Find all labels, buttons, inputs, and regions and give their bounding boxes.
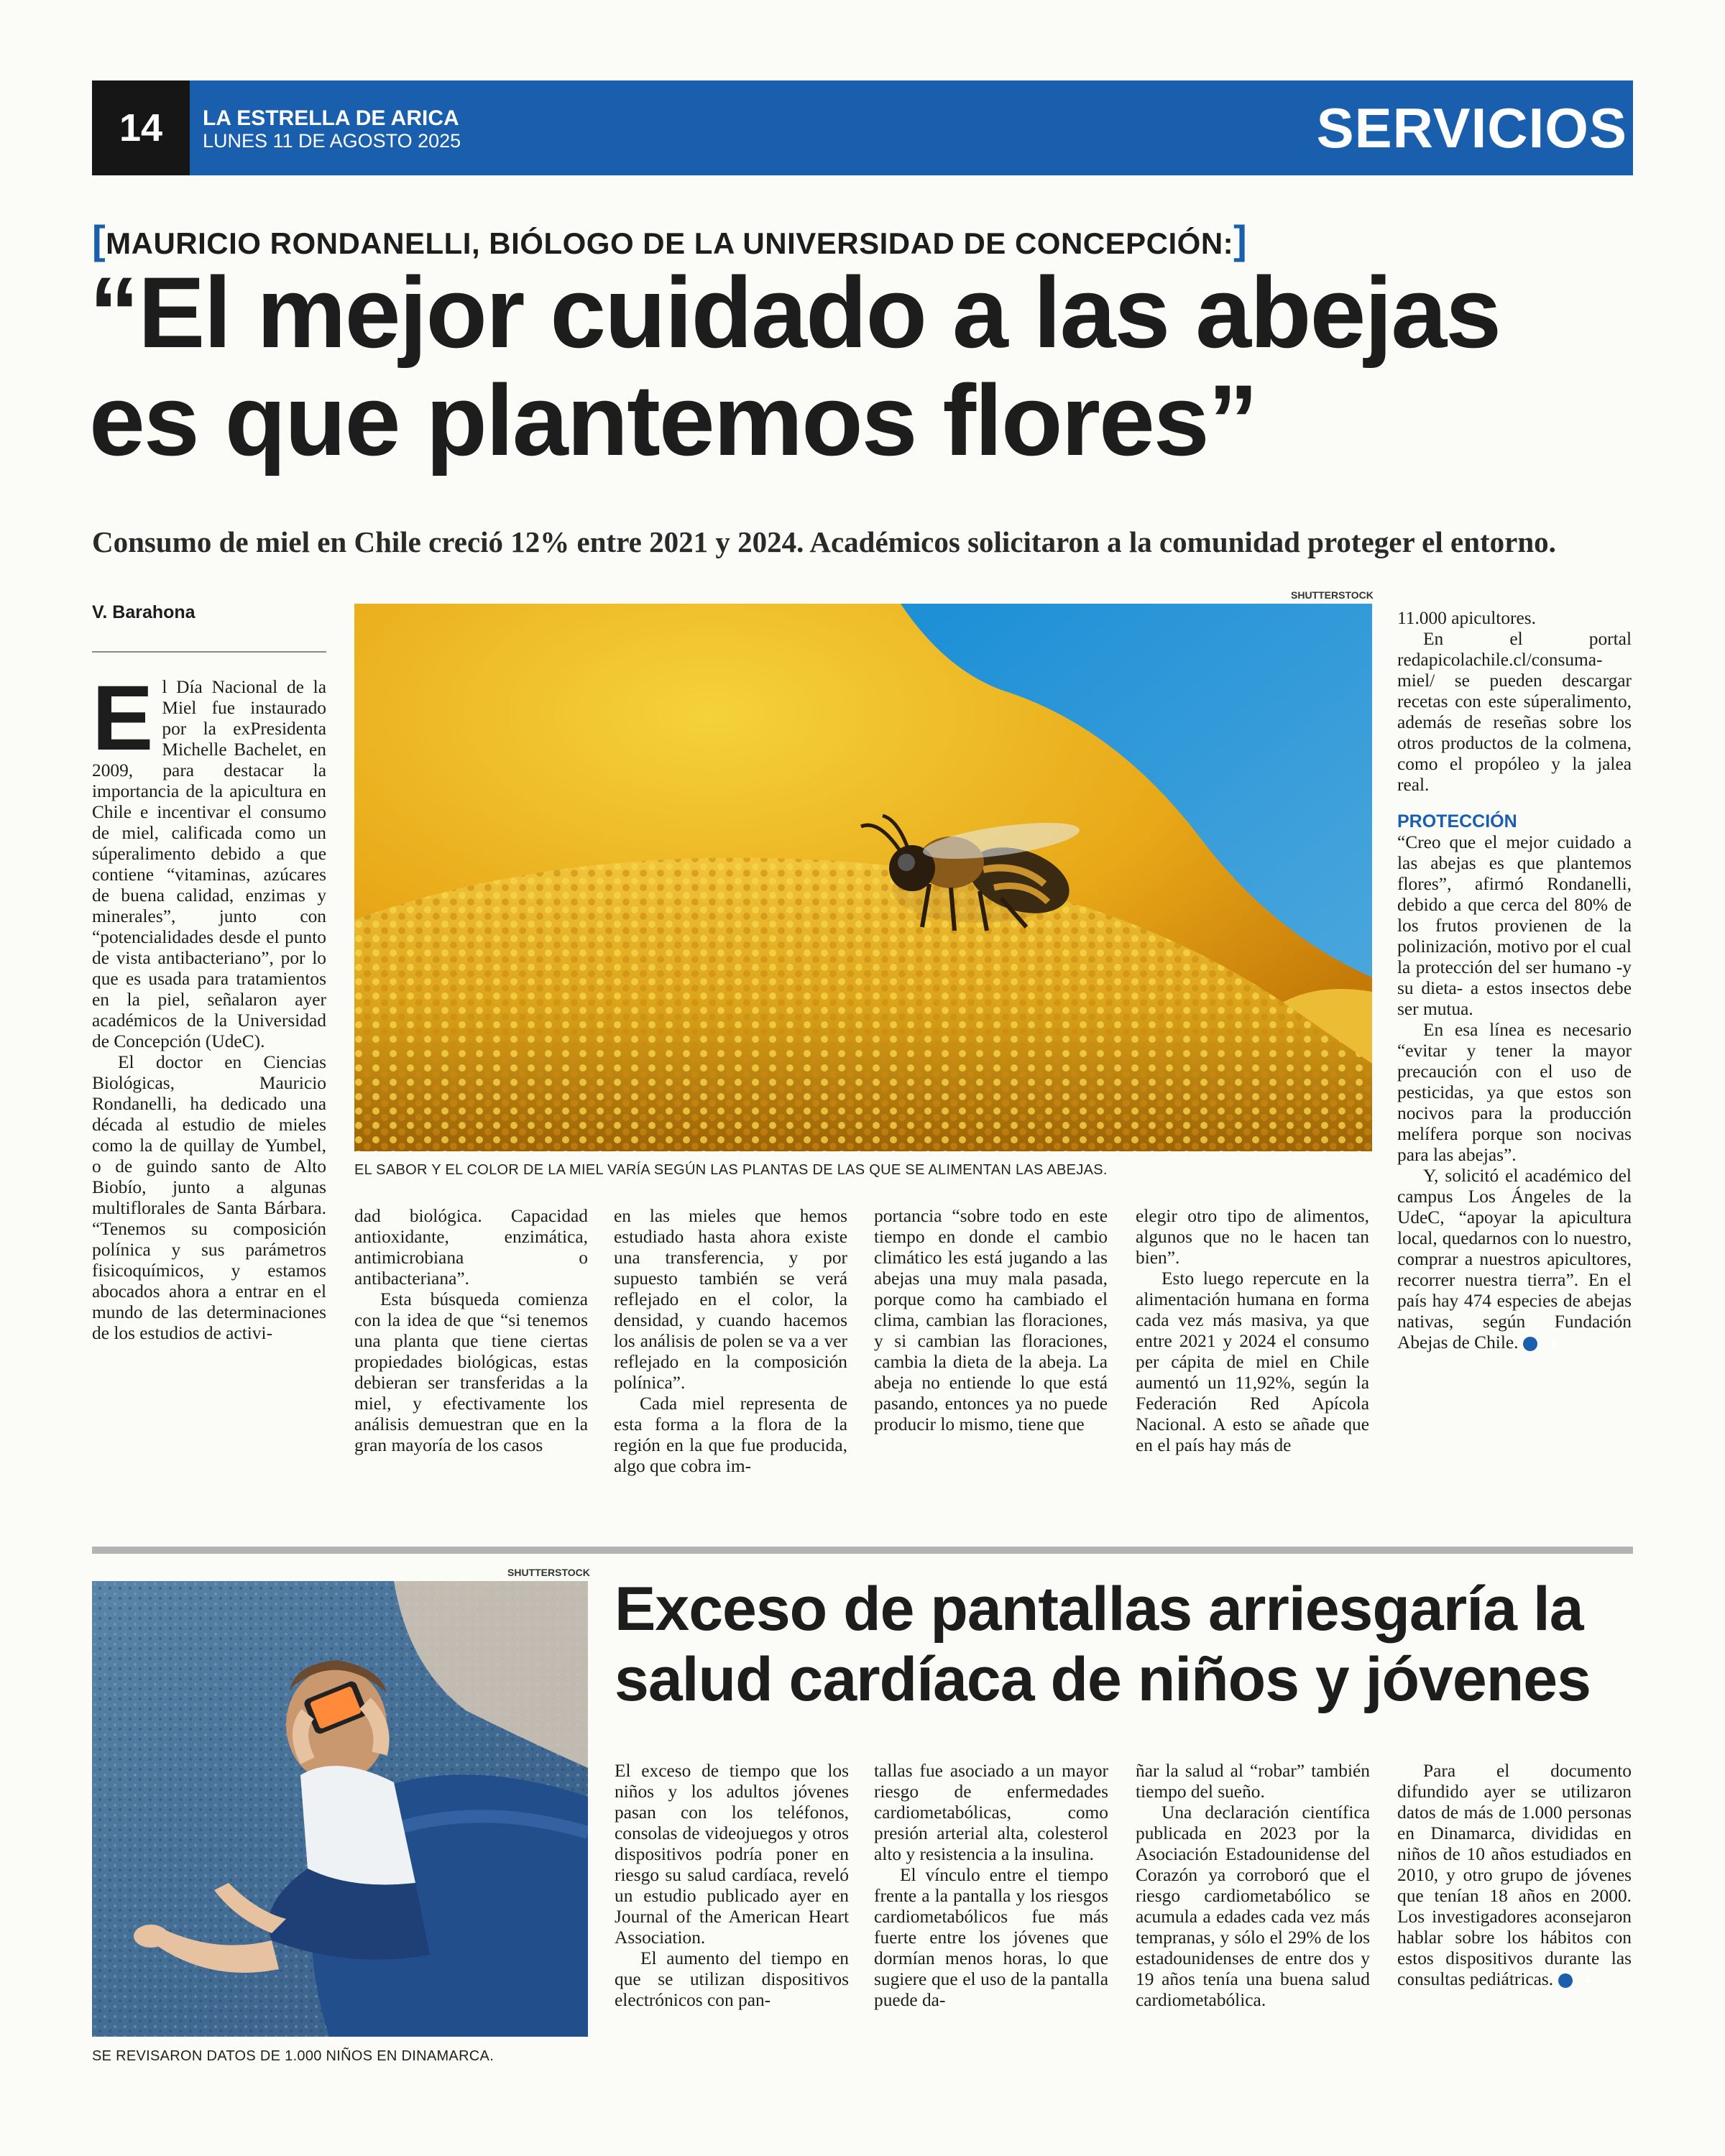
body-paragraph: l Día Nacional de la Miel fue instaurado por la exPresidenta Michelle Bachelet, en 2009, para destacar la importancia de la apicultura en Chile e incentivar el consumo de miel, calificada como un súperalimento debido a que contiene “vitaminas, azúcares de buena calidad, enzimas y minerales”, junto con “potencialidades desde el punto de vista antibacteriano”, por lo que es usada para tratamientos en la piel, señalaron ayer académicos de la Universidad de Concepción (UdeC). — [92, 677, 326, 1051]
article1-column-2 — [354, 1206, 588, 1456]
article-headline — [89, 256, 1670, 476]
subhead-proteccion: PROTECCIÓN — [1397, 811, 1517, 831]
body-paragraph: “Creo que el mejor cuidado a las abejas es que plantemos flores”, afirmó Rondanelli, debido a que cerca del 80% de los frutos provienen de la polinización, motivo por el cual la protección del ser humano -y su dieta- a estos insectos debe ser mutua. — [1397, 832, 1632, 1019]
byline-rule — [92, 651, 326, 653]
article2-column-4 — [1397, 1761, 1632, 1990]
body-paragraph: en las mieles que hemos estudiado hasta ahora existe una transferencia, y por supuesto también se verá reflejado en el color, la densidad, y cuando hacemos los análisis de polen se va a ver reflejado en la composición polínica”. — [614, 1206, 847, 1393]
body-paragraph: elegir otro tipo de alimentos, algunos que no le hacen tan bien”. — [1136, 1206, 1369, 1268]
kicker-text: MAURICIO RONDANELLI, BIÓLOGO DE LA UNIVERSIDAD DE CONCEPCIÓN: — [106, 226, 1234, 260]
article-deck: Consumo de miel en Chile creció 12% entre 2021 y 2024. Académicos solicitaron a la comunidad proteger el entorno. — [92, 525, 1556, 558]
article1-column-5 — [1136, 1206, 1369, 1456]
article1-column-1 — [92, 667, 326, 1344]
headline-line-1: “El mejor cuidado a las abejas — [89, 256, 1501, 369]
photo-caption: EL SABOR Y EL COLOR DE LA MIEL VARÍA SEGÚN LAS PLANTAS DE LAS QUE SE ALIMENTAN LAS ABEJAS. — [354, 1162, 1108, 1178]
article2-column-2 — [874, 1761, 1108, 2011]
newspaper-name: LA ESTRELLA DE ARICA — [203, 106, 459, 130]
body-paragraph: En el portal redapicolachile.cl/consuma-miel/ se pueden descargar recetas con este súperalimento, además de reseñas sobre los otros productos de la colmena, como el propóleo y la jalea real. — [1397, 629, 1632, 795]
body-paragraph: El doctor en Ciencias Biológicas, Mauricio Rondanelli, ha dedicado una década al estudio de mieles como la de quillay de Yumbel, o de guindo santo de Alto Biobío, junto a algunas multiflorales de Santa Bárbara. “Tenemos su composición polínica y sus parámetros fisicoquímicos, y estamos abocados ahora a entrar en el mundo de las determinaciones de los estudios de activi- — [92, 1052, 326, 1343]
bee-on-sunflower-photo — [354, 604, 1372, 1151]
article2-column-3 — [1136, 1761, 1370, 2011]
body-paragraph: Una declaración científica publicada en 2023 por la Asociación Estadounidense del Corazón ya corroboró que el riesgo cardiometabólico se acumula a edades cada vez más tempranas, y sólo el 29% de los estadounidenses de entre dos y 19 años tenía una buena salud cardiometabólica. — [1136, 1802, 1370, 2010]
photo-credit-2: SHUTTERSTOCK — [507, 1567, 590, 1578]
body-paragraph: dad biológica. Capacidad antioxidante, enzimática, antimicrobiana o antibacteriana”. — [354, 1206, 588, 1289]
headline-line-2: es que plantemos flores” — [89, 364, 1257, 476]
page-number: 14 — [92, 80, 190, 175]
article2-headline — [615, 1574, 1635, 1715]
body-paragraph: El vínculo entre el tiempo frente a la pantalla y los riesgos cardiometabólicos fue más fuerte entre los jóvenes que dormían menos horas, lo que sugiere que el uso de la pantalla puede da- — [874, 1865, 1108, 2010]
body-paragraph: 11.000 apicultores. — [1397, 608, 1536, 628]
body-paragraph: En esa línea es necesario “evitar y tener la mayor precaución con el uso de pesticidas, ya que estos son nocivos para la producción melífera porque son nocivas para las abejas”. — [1397, 1020, 1632, 1165]
issue-date: LUNES 11 DE AGOSTO 2025 — [203, 130, 461, 152]
body-paragraph: Cada miel representa de esta forma a la flora de la región en la que fue producida, algo que cobra im- — [614, 1393, 847, 1476]
body-paragraph: ñar la salud al “robar” también tiempo del sueño. — [1136, 1761, 1370, 1802]
body-paragraph: Para el documento difundido ayer se utilizaron datos de más de 1.000 personas en Dinamarca, divididas en niños de 10 años estudiados en 2010, y otro grupo de jóvenes que tenían 18 años en 2000. Los investigadores aconsejaron hablar sobre los hábitos con estos dispositivos durante las consultas pediátricas. — [1397, 1761, 1632, 1989]
photo-caption-2: SE REVISARON DATOS DE 1.000 NIÑOS EN DINAMARCA. — [92, 2048, 494, 2064]
body-paragraph: Y, solicitó el académico del campus Los Ángeles de la UdeC, “apoyar la apicultura local, quedarnos con lo nuestro, comprar a nuestros apicultores, recorrer nuestra tierra”. En el país hay 474 especies de abejas nativas, según Fundación Abejas de Chile. — [1397, 1166, 1632, 1353]
section-title: SERVICIOS — [1316, 96, 1627, 160]
body-paragraph: El aumento del tiempo en que se utilizan dispositivos electrónicos con pan- — [615, 1948, 849, 2010]
headline2-line-1: Exceso de pantallas arriesgaría la — [615, 1575, 1583, 1644]
end-of-article-icon: ✚ — [1558, 1973, 1573, 1988]
boy-with-phone-photo — [92, 1581, 588, 2037]
article1-column-3 — [614, 1206, 847, 1477]
body-paragraph: El exceso de tiempo que los niños y los adultos jóvenes pasan con los teléfonos, consolas de videojuegos y otros dispositivos podría poner en riesgo su salud cardíaca, reveló un estudio publicado ayer en Journal of the American Heart Association. — [615, 1761, 849, 1948]
drop-cap: E — [92, 667, 154, 770]
photo-credit: SHUTTERSTOCK — [1291, 589, 1374, 601]
headline2-line-2: salud cardíaca de niños y jóvenes — [615, 1645, 1591, 1714]
body-paragraph: Esto luego repercute en la alimentación humana en forma cada vez más masiva, ya que entre 2021 y 2024 el consumo per cápita de miel en Chile aumentó un 11,92%, según la Federación Red Apícola Nacional. A esto se añade que en el país hay más de — [1136, 1268, 1369, 1455]
end-of-article-icon: ✚ — [1523, 1337, 1537, 1351]
article1-column-4 — [874, 1206, 1108, 1435]
article1-column-6 — [1397, 608, 1632, 1353]
body-paragraph: tallas fue asociado a un mayor riesgo de enfermedades cardiometabólicas, como presión arterial alta, colesterol alto y resistencia a la insulina. — [874, 1761, 1108, 1864]
article2-column-1 — [615, 1761, 849, 2011]
byline: V. Barahona — [92, 602, 196, 622]
article-separator — [92, 1547, 1633, 1554]
body-paragraph: portancia “sobre todo en este tiempo en donde el cambio climático les está jugando a las abejas una muy mala pasada, porque como ha cambiado el clima, cambian las floraciones, y si cambian las floraciones, cambia la dieta de la abeja. La abeja no entiende lo que está pasando, entonces ya no puede producir lo mismo, tiene que — [874, 1206, 1108, 1434]
body-paragraph: Esta búsqueda comienza con la idea de que “si tenemos una planta que tiene ciertas propiedades biológicas, estas debieran ser transferidas a la miel, y efectivamente los análisis demuestran que en la gran mayoría de los casos — [354, 1289, 588, 1455]
article-kicker: [MAURICIO RONDANELLI, BIÓLOGO DE LA UNIVERSIDAD DE CONCEPCIÓN:] — [92, 217, 1248, 262]
